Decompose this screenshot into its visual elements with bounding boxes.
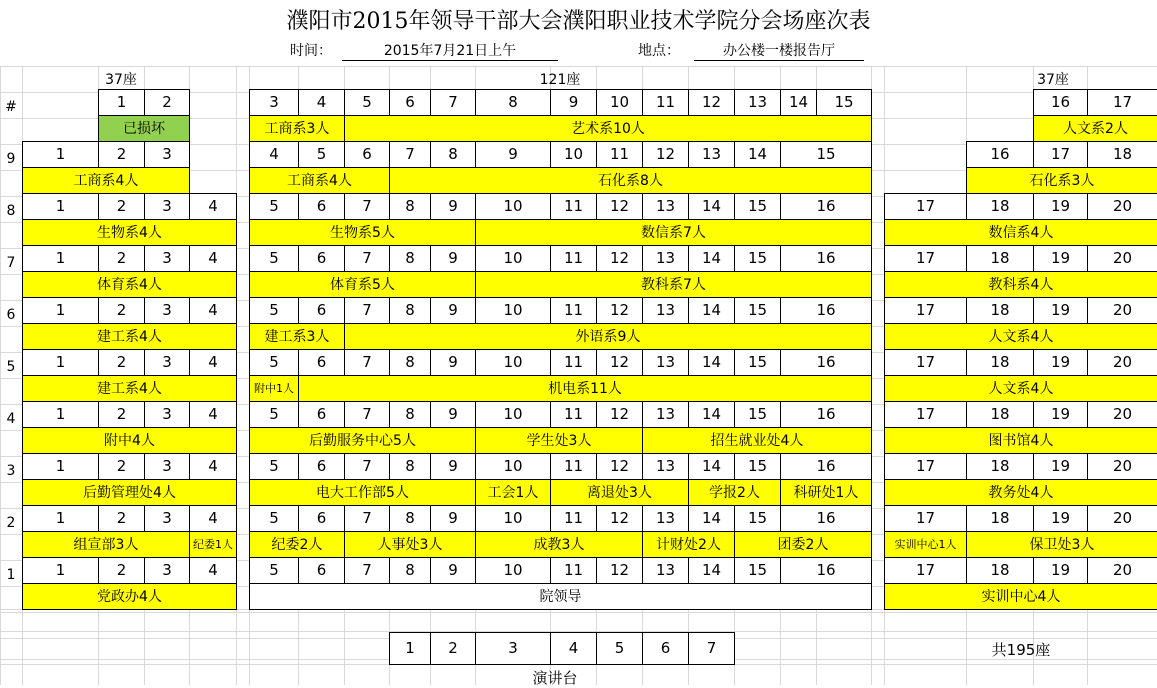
seat-number: 12 xyxy=(596,453,643,480)
seat-number: 5 xyxy=(249,349,299,376)
seat-number: 6 xyxy=(298,557,345,584)
seat-number: 19 xyxy=(1033,453,1088,480)
seat-number: 1 xyxy=(22,453,99,480)
seat-number: 17 xyxy=(1087,89,1157,116)
seat-number: 18 xyxy=(1087,141,1157,168)
seat-number: 17 xyxy=(884,193,967,220)
seat-number: 12 xyxy=(596,245,643,272)
group-label: 机电系11人 xyxy=(298,375,872,402)
seat-number: 9 xyxy=(475,141,551,168)
seat-number: 13 xyxy=(642,557,689,584)
seat-number: 15 xyxy=(734,453,781,480)
seat-number: 9 xyxy=(550,89,597,116)
group-label: 教务处4人 xyxy=(884,479,1157,506)
group-label: 体育系4人 xyxy=(22,271,237,298)
group-label: 艺术系10人 xyxy=(344,115,872,142)
seat-number: 13 xyxy=(642,505,689,532)
seat-number: 17 xyxy=(1033,141,1088,168)
group-label: 生物系4人 xyxy=(22,219,237,246)
group-label: 后勤服务中心5人 xyxy=(249,427,476,454)
stage-label: 演讲台 xyxy=(532,669,578,687)
seat-number: 8 xyxy=(430,141,476,168)
seat-number: 14 xyxy=(688,245,735,272)
seat-number: 9 xyxy=(430,193,476,220)
seat-number: 17 xyxy=(884,505,967,532)
row-label: 9 xyxy=(6,151,16,167)
seat-number: 17 xyxy=(884,557,967,584)
right-section-label: 37座 xyxy=(1037,72,1069,88)
seat-number: 17 xyxy=(884,245,967,272)
seat-number: 17 xyxy=(884,297,967,324)
seat-number: 2 xyxy=(98,505,145,532)
seat-number: 20 xyxy=(1087,245,1157,272)
row-label: 4 xyxy=(6,411,16,427)
seat-number: 6 xyxy=(298,349,345,376)
seat-number: 12 xyxy=(596,505,643,532)
seat-number: 7 xyxy=(344,453,390,480)
group-label: 工商系4人 xyxy=(249,167,390,194)
group-label: 体育系5人 xyxy=(249,271,476,298)
seat-number: 19 xyxy=(1033,297,1088,324)
group-label: 纪委1人 xyxy=(189,531,237,558)
group-label: 工商系3人 xyxy=(249,115,345,142)
seat-number: 4 xyxy=(189,401,237,428)
stage-number: 6 xyxy=(642,632,689,665)
seat-number: 18 xyxy=(966,505,1034,532)
group-label: 人文系2人 xyxy=(1033,115,1157,142)
seat-number: 16 xyxy=(780,453,872,480)
group-label: 学生处3人 xyxy=(475,427,643,454)
seat-number: 6 xyxy=(298,401,345,428)
seat-number: 13 xyxy=(642,453,689,480)
group-label: 组宣部3人 xyxy=(22,531,190,558)
group-label: 后勤管理处4人 xyxy=(22,479,237,506)
seat-number: 14 xyxy=(734,141,781,168)
seat-number: 1 xyxy=(22,505,99,532)
row-label: 1 xyxy=(6,567,16,583)
seat-number: 20 xyxy=(1087,557,1157,584)
seat-number: 17 xyxy=(884,453,967,480)
seat-number: 15 xyxy=(734,505,781,532)
seat-number: 11 xyxy=(550,401,597,428)
group-label: 实训中心4人 xyxy=(884,583,1157,610)
seat-number: 2 xyxy=(98,141,145,168)
group-label: 纪委2人 xyxy=(249,531,345,558)
seat-number: 4 xyxy=(249,141,299,168)
total-seats: 共195座 xyxy=(991,641,1051,659)
seat-number: 8 xyxy=(475,89,551,116)
seat-number: 1 xyxy=(22,297,99,324)
seat-number: 3 xyxy=(144,505,190,532)
seat-number: 13 xyxy=(642,193,689,220)
seat-number: 9 xyxy=(430,557,476,584)
seat-number: 16 xyxy=(780,245,872,272)
seat-number: 18 xyxy=(966,401,1034,428)
group-label: 计财处2人 xyxy=(642,531,735,558)
seat-number: 6 xyxy=(298,245,345,272)
seat-number: 2 xyxy=(98,401,145,428)
seat-number: 2 xyxy=(98,349,145,376)
seat-number: 3 xyxy=(144,453,190,480)
seat-number: 4 xyxy=(298,89,345,116)
seat-number: 1 xyxy=(22,401,99,428)
seat-number: 15 xyxy=(734,193,781,220)
seat-number: 12 xyxy=(642,141,689,168)
group-label: 团委2人 xyxy=(734,531,872,558)
seat-number: 12 xyxy=(596,401,643,428)
seat-number: 2 xyxy=(98,557,145,584)
seat-number: 19 xyxy=(1033,193,1088,220)
seat-number: 1 xyxy=(22,141,99,168)
seat-number: 13 xyxy=(642,297,689,324)
seat-number: 17 xyxy=(884,401,967,428)
seat-number: 4 xyxy=(189,557,237,584)
seat-number: 8 xyxy=(389,401,431,428)
seat-number: 16 xyxy=(780,297,872,324)
seat-number: 11 xyxy=(550,349,597,376)
seat-number: 15 xyxy=(780,141,872,168)
group-label: 成教3人 xyxy=(475,531,643,558)
group-label: 建工系4人 xyxy=(22,375,237,402)
row-label: 2 xyxy=(6,515,16,531)
seat-number: 17 xyxy=(884,349,967,376)
group-label: 工会1人 xyxy=(475,479,551,506)
seat-number: 1 xyxy=(22,245,99,272)
seat-number: 2 xyxy=(98,453,145,480)
seat-number: 10 xyxy=(475,193,551,220)
seat-number: 18 xyxy=(966,245,1034,272)
seat-number: 10 xyxy=(475,297,551,324)
seat-number: 20 xyxy=(1087,453,1157,480)
seat-number: 14 xyxy=(780,89,817,116)
place-label: 地点： xyxy=(638,43,680,59)
group-label: 实训中心1人 xyxy=(884,531,967,558)
seat-number: 18 xyxy=(966,297,1034,324)
seat-number: 5 xyxy=(249,193,299,220)
seat-number: 4 xyxy=(189,245,237,272)
seat-number: 5 xyxy=(344,89,390,116)
seat-number: 1 xyxy=(22,349,99,376)
seat-number: 12 xyxy=(596,193,643,220)
group-label: 教科系4人 xyxy=(884,271,1157,298)
seat-number: 10 xyxy=(475,349,551,376)
seat-number: 5 xyxy=(249,557,299,584)
seat-number: 8 xyxy=(389,557,431,584)
row-label: 6 xyxy=(6,307,16,323)
seat-number: 20 xyxy=(1087,401,1157,428)
group-label: 人文系4人 xyxy=(884,375,1157,402)
group-label: 建工系4人 xyxy=(22,323,237,350)
group-label: 工商系4人 xyxy=(22,167,190,194)
group-label: 数信系4人 xyxy=(884,219,1157,246)
row-label: 7 xyxy=(6,255,16,271)
place-value: 办公楼一楼报告厅 xyxy=(694,40,864,61)
seat-number: 16 xyxy=(780,505,872,532)
seat-number: 14 xyxy=(688,505,735,532)
stage-number: 1 xyxy=(389,632,431,665)
seat-number: 3 xyxy=(144,349,190,376)
seat-number: 18 xyxy=(966,453,1034,480)
row-label: # xyxy=(5,99,17,115)
time-value: 2015年7月21日上午 xyxy=(342,40,558,61)
group-label: 附中1人 xyxy=(249,375,299,402)
row-label: 5 xyxy=(6,359,16,375)
seat-number: 5 xyxy=(249,245,299,272)
seat-number: 19 xyxy=(1033,349,1088,376)
seat-number: 6 xyxy=(298,505,345,532)
group-label: 附中4人 xyxy=(22,427,237,454)
seat-number: 13 xyxy=(642,245,689,272)
seat-number: 19 xyxy=(1033,245,1088,272)
stage-number: 5 xyxy=(596,632,643,665)
seat-number: 19 xyxy=(1033,401,1088,428)
group-label: 人事处3人 xyxy=(344,531,476,558)
page-title: 濮阳市2015年领导干部大会濮阳职业技术学院分会场座次表 xyxy=(286,9,871,34)
seat-number: 20 xyxy=(1087,349,1157,376)
seat-number: 8 xyxy=(389,297,431,324)
seat-number: 3 xyxy=(249,89,299,116)
left-section-label: 37座 xyxy=(105,72,137,88)
seat-number: 13 xyxy=(688,141,735,168)
seat-number: 7 xyxy=(344,505,390,532)
seat-number: 10 xyxy=(550,141,597,168)
group-label: 招生就业处4人 xyxy=(642,427,872,454)
seat-number: 15 xyxy=(734,245,781,272)
damaged-seats: 已损坏 xyxy=(98,115,190,142)
group-label: 保卫处3人 xyxy=(966,531,1157,558)
seat-number: 14 xyxy=(688,453,735,480)
seat-number: 7 xyxy=(344,193,390,220)
seat-number: 3 xyxy=(144,193,190,220)
seat-number: 11 xyxy=(642,89,689,116)
group-label: 人文系4人 xyxy=(884,323,1157,350)
group-label: 建工系3人 xyxy=(249,323,345,350)
seat-number: 16 xyxy=(780,401,872,428)
seat-number: 13 xyxy=(642,349,689,376)
seat-number: 13 xyxy=(734,89,781,116)
group-label: 学报2人 xyxy=(688,479,781,506)
seat-number: 10 xyxy=(596,89,643,116)
seat-number: 9 xyxy=(430,401,476,428)
seat-number: 16 xyxy=(1033,89,1088,116)
seat-number: 15 xyxy=(816,89,872,116)
seat-number: 2 xyxy=(98,245,145,272)
seat-number: 10 xyxy=(475,245,551,272)
seat-number: 7 xyxy=(344,297,390,324)
seat-number: 15 xyxy=(734,349,781,376)
seat-number: 12 xyxy=(596,349,643,376)
seat-number: 5 xyxy=(298,141,345,168)
seat-number: 9 xyxy=(430,505,476,532)
seat-number: 8 xyxy=(389,245,431,272)
seat-number: 10 xyxy=(475,401,551,428)
group-label: 石化系3人 xyxy=(966,167,1157,194)
seat-number: 14 xyxy=(688,401,735,428)
seat-number: 6 xyxy=(298,193,345,220)
seat-number: 12 xyxy=(596,557,643,584)
seat-number: 4 xyxy=(189,349,237,376)
seat-number: 15 xyxy=(734,401,781,428)
seat-number: 6 xyxy=(344,141,390,168)
seat-number: 19 xyxy=(1033,557,1088,584)
seat-number: 9 xyxy=(430,245,476,272)
seat-number: 20 xyxy=(1087,505,1157,532)
seat-number: 7 xyxy=(344,349,390,376)
seat-number: 14 xyxy=(688,557,735,584)
stage-number: 2 xyxy=(430,632,476,665)
seat-number: 8 xyxy=(389,349,431,376)
seat-number: 2 xyxy=(144,89,190,116)
seat-number: 7 xyxy=(344,401,390,428)
stage-number: 7 xyxy=(688,632,735,665)
seat-number: 6 xyxy=(389,89,431,116)
group-label: 图书馆4人 xyxy=(884,427,1157,454)
group-label: 外语系9人 xyxy=(344,323,872,350)
seat-number: 2 xyxy=(98,193,145,220)
seat-number: 15 xyxy=(734,557,781,584)
seat-number: 4 xyxy=(189,453,237,480)
seat-number: 5 xyxy=(249,453,299,480)
seat-number: 3 xyxy=(144,141,190,168)
seat-number: 19 xyxy=(1033,505,1088,532)
seat-number: 3 xyxy=(144,297,190,324)
group-label: 教科系7人 xyxy=(475,271,872,298)
group-label: 石化系8人 xyxy=(389,167,872,194)
seat-number: 10 xyxy=(475,505,551,532)
seat-number: 18 xyxy=(966,557,1034,584)
center-section-label: 121座 xyxy=(539,72,581,88)
seat-number: 16 xyxy=(780,557,872,584)
seat-number: 11 xyxy=(550,505,597,532)
row-label: 8 xyxy=(6,203,16,219)
seat-number: 18 xyxy=(966,349,1034,376)
group-label: 党政办4人 xyxy=(22,583,237,610)
seat-number: 3 xyxy=(144,557,190,584)
group-label: 生物系5人 xyxy=(249,219,476,246)
stage-number: 3 xyxy=(475,632,551,665)
stage-number: 4 xyxy=(550,632,597,665)
seat-number: 9 xyxy=(430,297,476,324)
seat-number: 11 xyxy=(550,193,597,220)
seat-number: 4 xyxy=(189,505,237,532)
seat-number: 8 xyxy=(389,193,431,220)
seat-number: 2 xyxy=(98,297,145,324)
seat-number: 7 xyxy=(389,141,431,168)
seat-number: 8 xyxy=(389,505,431,532)
seat-number: 7 xyxy=(344,557,390,584)
seat-number: 11 xyxy=(596,141,643,168)
seat-number: 8 xyxy=(389,453,431,480)
seat-number: 12 xyxy=(596,297,643,324)
seat-number: 7 xyxy=(344,245,390,272)
seat-number: 11 xyxy=(550,297,597,324)
seat-number: 14 xyxy=(688,349,735,376)
seat-number: 1 xyxy=(22,557,99,584)
seat-number: 7 xyxy=(430,89,476,116)
seat-number: 6 xyxy=(298,297,345,324)
seat-number: 16 xyxy=(780,193,872,220)
seat-number: 16 xyxy=(966,141,1034,168)
seat-number: 14 xyxy=(688,193,735,220)
seat-number: 10 xyxy=(475,453,551,480)
group-label: 电大工作部5人 xyxy=(249,479,476,506)
group-label: 数信系7人 xyxy=(475,219,872,246)
seat-number: 18 xyxy=(966,193,1034,220)
seat-number: 1 xyxy=(22,193,99,220)
group-label: 离退处3人 xyxy=(550,479,689,506)
seat-number: 5 xyxy=(249,505,299,532)
seat-number: 1 xyxy=(98,89,145,116)
seat-number: 5 xyxy=(249,401,299,428)
seat-number: 4 xyxy=(189,297,237,324)
seat-number: 16 xyxy=(780,349,872,376)
leaders-row: 院领导 xyxy=(249,583,872,610)
seat-number: 20 xyxy=(1087,193,1157,220)
seat-number: 3 xyxy=(144,401,190,428)
seat-number: 12 xyxy=(688,89,735,116)
seat-number: 5 xyxy=(249,297,299,324)
seat-number: 9 xyxy=(430,349,476,376)
seat-number: 11 xyxy=(550,245,597,272)
seat-number: 10 xyxy=(475,557,551,584)
seat-number: 4 xyxy=(189,193,237,220)
seat-number: 11 xyxy=(550,557,597,584)
row-label: 3 xyxy=(6,463,16,479)
seat-number: 20 xyxy=(1087,297,1157,324)
seat-number: 9 xyxy=(430,453,476,480)
seat-number: 13 xyxy=(642,401,689,428)
time-label: 时间： xyxy=(290,43,332,59)
seat-number: 3 xyxy=(144,245,190,272)
seat-number: 14 xyxy=(688,297,735,324)
seat-number: 11 xyxy=(550,453,597,480)
seat-number: 15 xyxy=(734,297,781,324)
group-label: 科研处1人 xyxy=(780,479,872,506)
seat-number: 6 xyxy=(298,453,345,480)
